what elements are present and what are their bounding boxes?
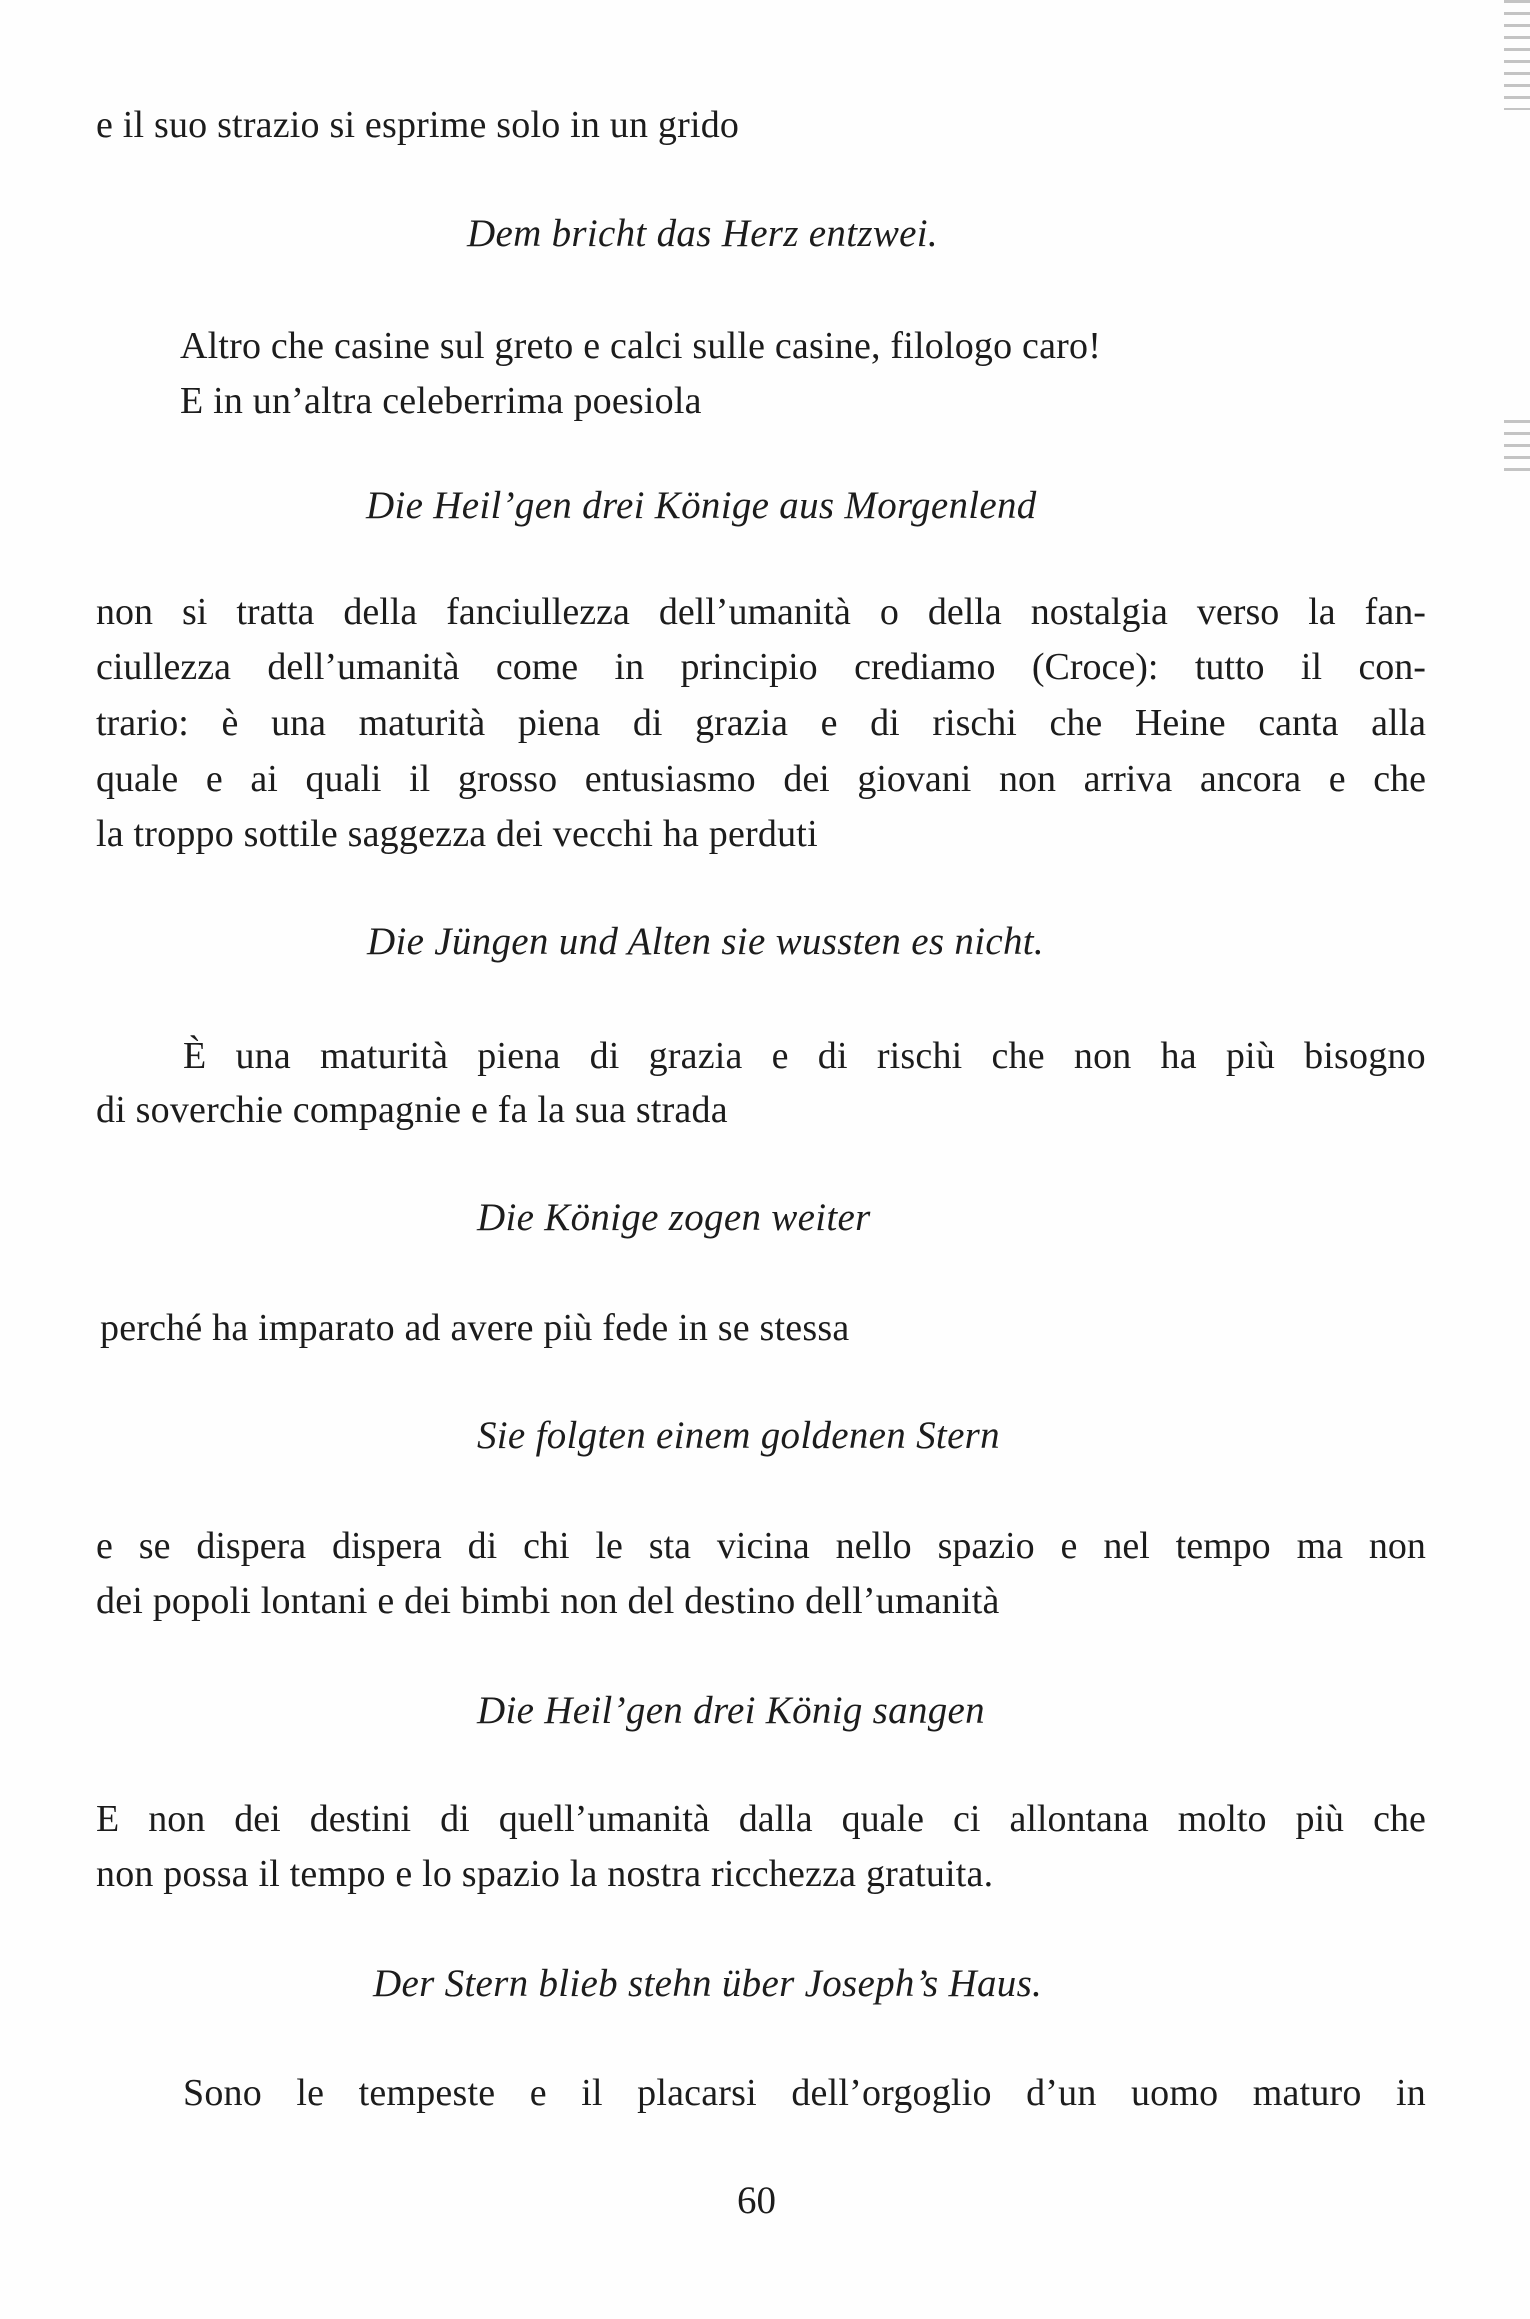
- word: si: [182, 591, 208, 633]
- word: principio: [680, 646, 818, 688]
- word: (Croce):: [1031, 646, 1159, 688]
- word: verso: [1196, 591, 1280, 633]
- word: spazio: [937, 1525, 1035, 1567]
- page-edge-shadow: [1504, 0, 1530, 110]
- word: maturo: [1252, 2072, 1362, 2114]
- page-edge-shadow: [1504, 420, 1530, 480]
- paragraph-line: [96, 1527, 1426, 1565]
- word: come: [495, 646, 579, 688]
- word: con-: [1358, 646, 1426, 688]
- word: non: [148, 1798, 206, 1840]
- paragraph-line: [96, 648, 1426, 686]
- word: le: [595, 1525, 623, 1567]
- word: il: [409, 758, 431, 800]
- paragraph-line: la troppo sottile saggezza dei vecchi ha perduti: [96, 813, 818, 855]
- word: fan-: [1364, 591, 1426, 633]
- word: in: [614, 646, 645, 688]
- paragraph-line: [96, 593, 1426, 631]
- word: dei: [234, 1798, 281, 1840]
- word: e: [1060, 1525, 1078, 1567]
- word: uomo: [1130, 2072, 1219, 2114]
- word: È: [183, 1035, 207, 1077]
- word: di: [870, 702, 900, 744]
- verse-quote: Die Könige zogen weiter: [477, 1196, 871, 1239]
- word: che: [1373, 1798, 1426, 1840]
- text-line: E in un’altra celeberrima poesiola: [180, 380, 702, 422]
- word: in: [1396, 2072, 1426, 2114]
- word: della: [343, 591, 418, 633]
- word: grazia: [648, 1035, 743, 1077]
- word: piena: [477, 1035, 561, 1077]
- word: e: [205, 758, 223, 800]
- word: è: [221, 702, 239, 744]
- word: non: [96, 591, 153, 633]
- word: della: [927, 591, 1002, 633]
- word: di: [632, 702, 663, 744]
- word: dell’umanità: [658, 591, 851, 633]
- word: ha: [1160, 1035, 1197, 1077]
- word: nel: [1103, 1525, 1150, 1567]
- word: bisogno: [1304, 1035, 1426, 1077]
- word: e: [820, 702, 838, 744]
- word: grazia: [695, 702, 788, 744]
- paragraph-line: [183, 1037, 1426, 1075]
- word: maturità: [358, 702, 486, 744]
- word: grosso: [457, 758, 558, 800]
- word: E: [96, 1798, 120, 1840]
- word: tutto: [1194, 646, 1265, 688]
- word: nello: [835, 1525, 912, 1567]
- word: ancora: [1199, 758, 1302, 800]
- paragraph-line: [96, 704, 1426, 742]
- word: dalla: [738, 1798, 813, 1840]
- word: il: [581, 2072, 603, 2114]
- verse-quote: Die Heil’gen drei Könige aus Morgenlend: [366, 484, 1037, 527]
- word: ai: [250, 758, 278, 800]
- paragraph-line: non possa il tempo e lo spazio la nostra ricchezza gratuita.: [96, 1853, 994, 1895]
- word: entusiasmo: [584, 758, 756, 800]
- word: che: [991, 1035, 1045, 1077]
- word: di: [589, 1035, 620, 1077]
- word: trario:: [96, 702, 189, 744]
- word: non: [1368, 1525, 1426, 1567]
- text-line: Altro che casine sul greto e calci sulle casine, filologo caro!: [180, 325, 1102, 367]
- word: quali: [305, 758, 382, 800]
- word: molto: [1177, 1798, 1267, 1840]
- word: dell’umanità: [267, 646, 460, 688]
- word: fanciullezza: [446, 591, 630, 633]
- word: nostalgia: [1030, 591, 1168, 633]
- word: Sono: [183, 2072, 262, 2114]
- word: ma: [1296, 1525, 1343, 1567]
- word: o: [879, 591, 899, 633]
- paragraph-line: [96, 1800, 1426, 1838]
- word: più: [1225, 1035, 1276, 1077]
- word: non: [1073, 1035, 1132, 1077]
- word: e: [1328, 758, 1346, 800]
- word: vicina: [716, 1525, 810, 1567]
- word: ciullezza: [96, 646, 232, 688]
- word: chi: [523, 1525, 570, 1567]
- text-line: e il suo strazio si esprime solo in un grido: [96, 104, 740, 146]
- verse-quote: Der Stern blieb stehn über Joseph’s Haus.: [373, 1962, 1043, 2005]
- word: e: [96, 1525, 113, 1567]
- word: sta: [648, 1525, 691, 1567]
- word: e: [529, 2072, 547, 2114]
- word: tempo: [1175, 1525, 1271, 1567]
- word: di: [467, 1525, 498, 1567]
- word: allontana: [1009, 1798, 1149, 1840]
- word: quale: [96, 758, 179, 800]
- paragraph-line: [96, 760, 1426, 798]
- word: una: [271, 702, 326, 744]
- verse-quote: Dem bricht das Herz entzwei.: [467, 212, 938, 255]
- verse-quote: Die Jüngen und Alten sie wussten es nicht.: [367, 920, 1044, 963]
- paragraph-line: di soverchie compagnie e fa la sua strada: [96, 1089, 728, 1131]
- word: tempeste: [358, 2072, 496, 2114]
- word: dei: [783, 758, 830, 800]
- word: e: [771, 1035, 789, 1077]
- word: rischi: [876, 1035, 963, 1077]
- paragraph-line: dei popoli lontani e dei bimbi non del destino dell’umanità: [96, 1580, 1000, 1622]
- word: che: [1049, 702, 1103, 744]
- word: dispera: [196, 1525, 307, 1567]
- text-line: perché ha imparato ad avere più fede in se stessa: [100, 1307, 850, 1349]
- word: una: [235, 1035, 291, 1077]
- word: piena: [517, 702, 601, 744]
- paragraph-line: [183, 2074, 1426, 2112]
- word: d’un: [1026, 2072, 1097, 2114]
- word: quale: [841, 1798, 924, 1840]
- verse-quote: Die Heil’gen drei König sangen: [477, 1689, 985, 1732]
- word: tratta: [236, 591, 315, 633]
- word: la: [1308, 591, 1336, 633]
- word: arriva: [1083, 758, 1173, 800]
- word: ci: [953, 1798, 981, 1840]
- word: dell’orgoglio: [791, 2072, 992, 2114]
- word: che: [1373, 758, 1426, 800]
- word: più: [1295, 1798, 1345, 1840]
- word: le: [296, 2072, 325, 2114]
- word: Heine: [1134, 702, 1226, 744]
- word: crediamo: [854, 646, 996, 688]
- word: destini: [309, 1798, 412, 1840]
- word: di: [440, 1798, 470, 1840]
- word: rischi: [932, 702, 1017, 744]
- word: giovani: [857, 758, 972, 800]
- word: il: [1300, 646, 1323, 688]
- word: alla: [1371, 702, 1426, 744]
- word: quell’umanità: [498, 1798, 710, 1840]
- verse-quote: Sie folgten einem goldenen Stern: [477, 1414, 1000, 1457]
- word: se: [138, 1525, 171, 1567]
- word: canta: [1258, 702, 1339, 744]
- word: non: [998, 758, 1056, 800]
- word: maturità: [319, 1035, 449, 1077]
- word: dispera: [331, 1525, 442, 1567]
- word: placarsi: [637, 2072, 757, 2114]
- page-number: 60: [737, 2179, 776, 2222]
- word: di: [817, 1035, 848, 1077]
